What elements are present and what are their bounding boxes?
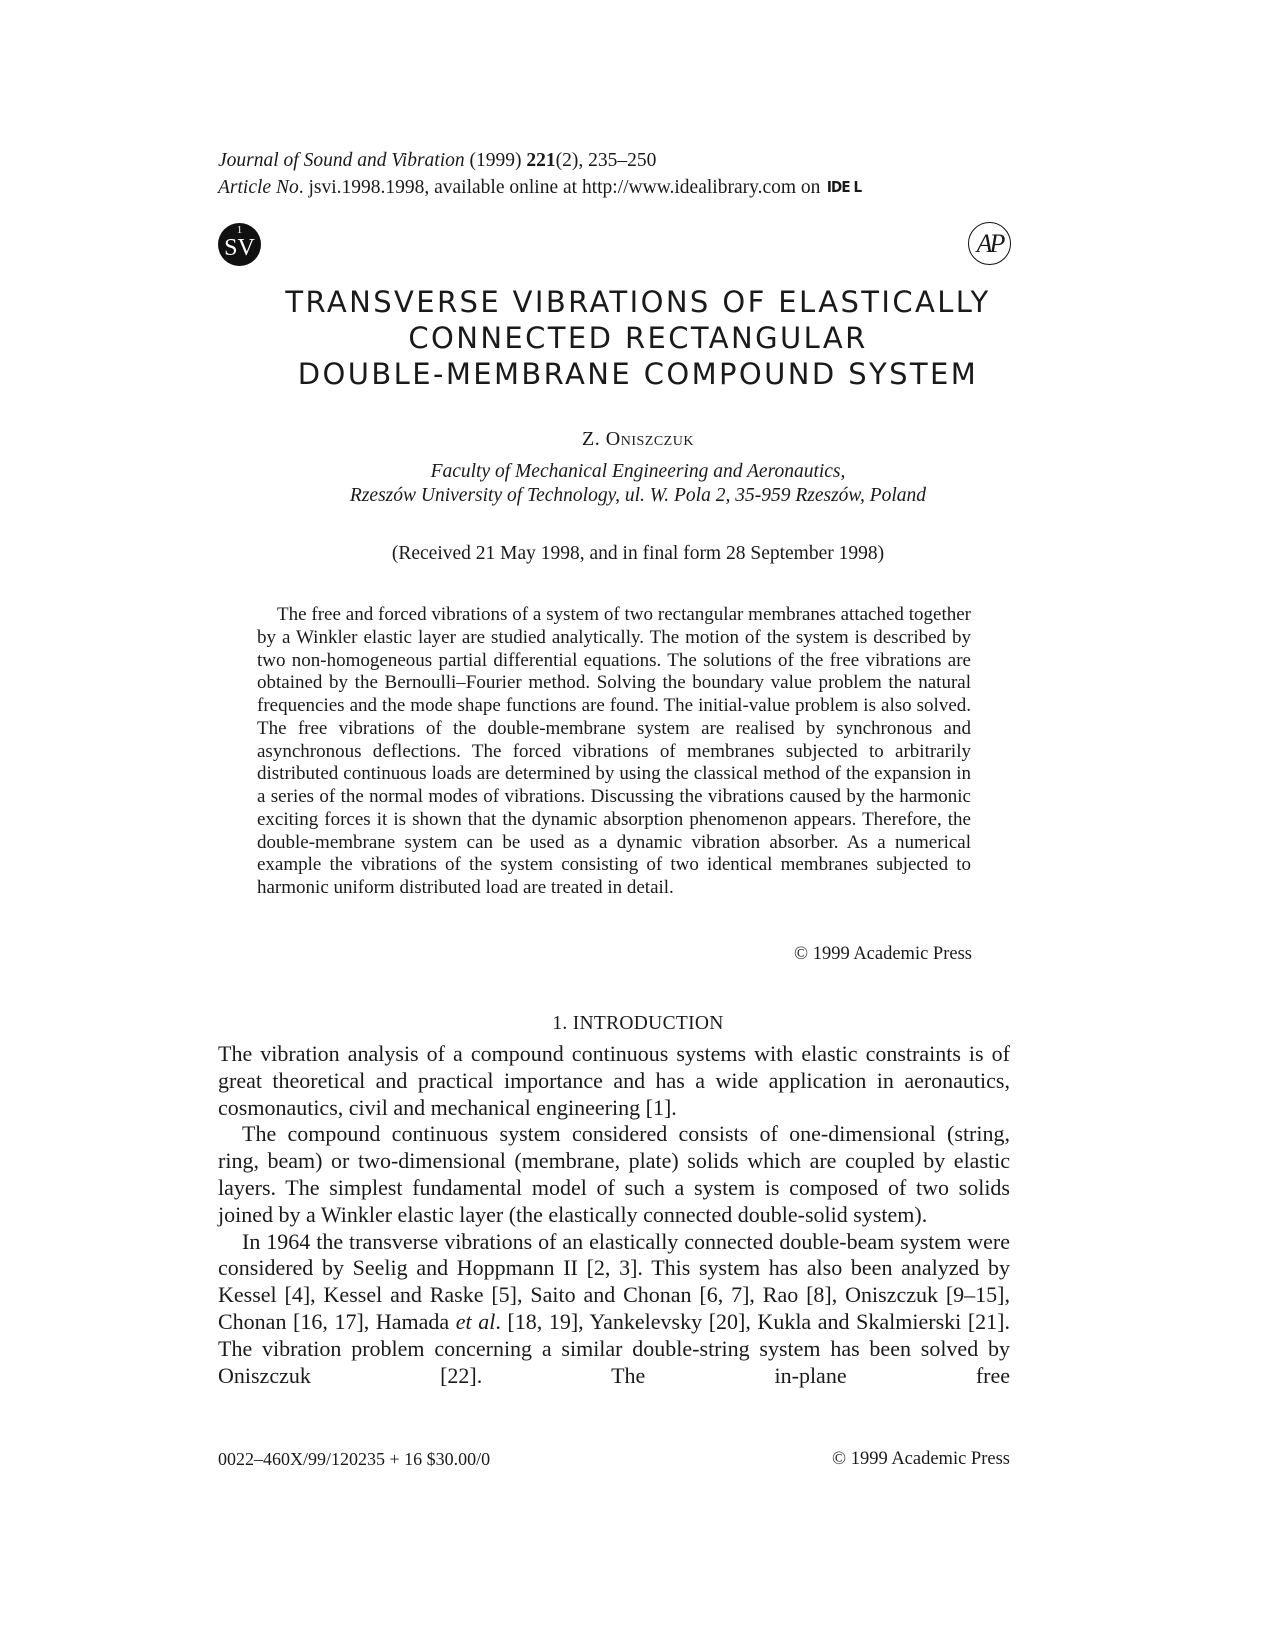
sv-logo [218,223,261,266]
paragraph: The compound continuous system considered consists of one-dimensional (string, ring, beam) or two-dimensional (membrane, plate) solids which are coupled by elastic layers. The simplest fundamental model of such a system is composed of two solids joined by a Winkler elastic layer (the elastically connected double-solid system). [218,1121,1010,1227]
ap-logo: AP [968,222,1011,265]
journal-year: (1999) [469,150,522,171]
article-info-line [218,174,1018,201]
article-info: . jsvi.1998.1998, available online at http://www.idealibrary.com on [298,177,821,198]
sv-logo-text: SV [224,235,255,261]
journal-issue-pages: (2), 235–250 [555,150,657,171]
ideal-logo: IDE L [827,178,862,196]
et-al: et al [455,1308,496,1334]
article-label: Article No [218,177,299,198]
footer-copyright: © 1999 Academic Press [832,1449,1010,1469]
section-heading: 1. INTRODUCTION [552,1013,724,1034]
title-line: CONNECTED RECTANGULAR [408,321,868,355]
abstract-copyright: © 1999 Academic Press [794,944,972,964]
sv-logo-number: 1 [236,224,243,236]
received-dates: (Received 21 May 1998, and in final form 28 September 1998) [391,543,885,564]
affiliation-line: Rzeszów University of Technology, ul. W. Pola 2, 35-959 Rzeszów, Poland [349,485,927,506]
title-line: TRANSVERSE VIBRATIONS OF ELASTICALLY [285,285,991,319]
affiliation [218,460,1058,508]
body-text [218,1041,1010,1389]
journal-header [218,147,1018,201]
title-line: DOUBLE-MEMBRANE COMPOUND SYSTEM [297,357,979,391]
paragraph [218,1229,1010,1390]
abstract: The free and forced vibrations of a system of two rectangular membranes attached together by a Winkler elastic layer are studied analytically. The motion of the system is described by two non-homogeneous partial differential equations. The solutions of the free vibrations are obtained by the Bernoulli–Fourier method. Solving the boundary value problem the natural frequencies and the mode shape functions are found. The initial-value problem is also solved. The free vibrations of the double-membrane system are realised by synchronous and asynchronous deflections. The forced vibrations of membranes subjected to arbitrarily distributed continuous loads are determined by using the classical method of the expansion in a series of the normal modes of vibrations. Discussing the vibrations caused by the harmonic exciting forces it is shown that the dynamic absorption phenomenon appears. Therefore, the double-membrane system can be used as a dynamic vibration absorber. As a numerical example the vibrations of the system consisting of two identical membranes subjected to harmonic uniform distributed load are treated in detail. [257,604,971,898]
affiliation-line: Faculty of Mechanical Engineering and Aeronautics, [430,461,846,482]
journal-citation-line [218,147,1018,174]
footer-code: 0022–460X/99/120235 + 16 $30.00/0 [218,1449,491,1469]
paragraph-text: In 1964 the transverse vibrations of an elastically connected double-beam system were considered by Seelig and Hoppmann II [2, 3]. This system has also been analyzed by Kessel [4], Kessel and Raske [5], Saito and Chonan [6, 7], Rao [8], Oniszczuk [9–15], Chonan [16, 17], Hamada [218,1228,1010,1334]
journal-name: Journal of Sound and Vibration [218,150,465,171]
article-title [218,284,1058,392]
author-name: Z. Oniszczuk [582,428,694,450]
paragraph-text: . [18, 19], Yankelevsky [20], Kukla and Skalmierski [21]. The vibration problem concerning a similar double-string system has been solved by Oniszczuk [22]. The in-plane free [218,1308,1010,1388]
journal-volume: 221 [526,150,556,171]
paragraph: The vibration analysis of a compound continuous systems with elastic constraints is of great theoretical and practical importance and has a wide application in aeronautics, cosmonautics, civil and mechanical engineering [1]. [218,1041,1010,1120]
